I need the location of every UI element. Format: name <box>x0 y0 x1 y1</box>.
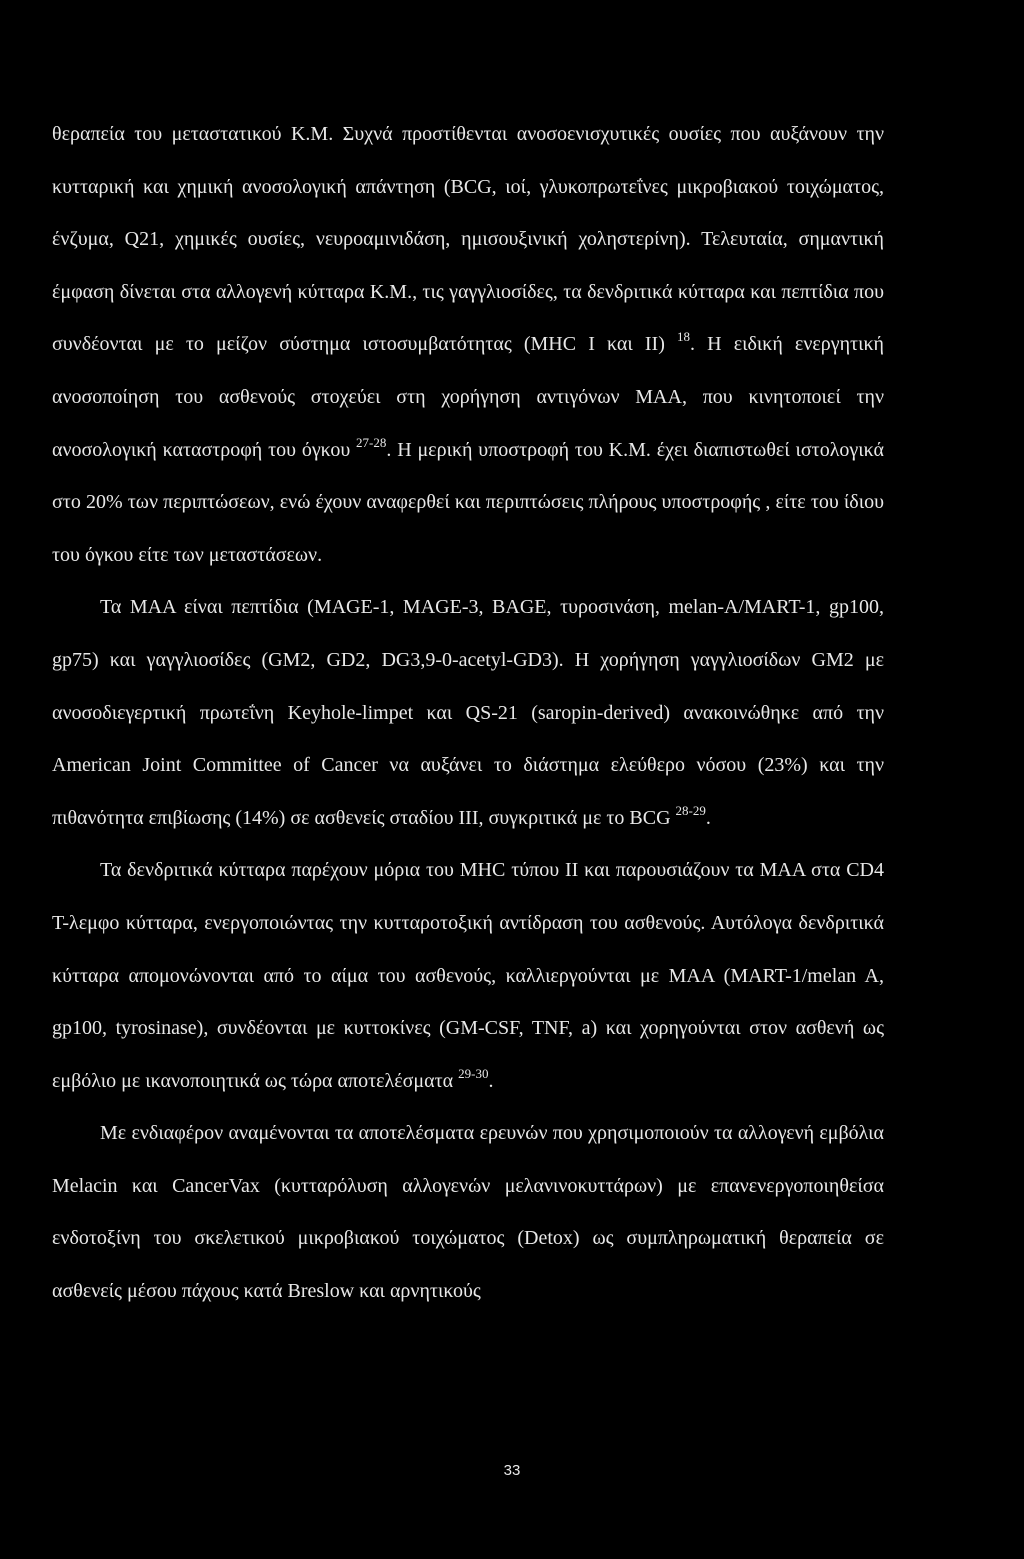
page-number: 33 <box>503 1462 521 1479</box>
paragraph-1 <box>52 108 884 581</box>
paragraph-1-text-a: θεραπεία του μεταστατικού Κ.Μ. Συχνά προστίθενται ανοσοενισχυτικές ουσίες που αυξάνουν την κυτταρική και χημική ανοσολογική απάντηση (BCG, ιοί, γλυκοπρωτεΐνες μικροβιακού τοιχώματος, ένζυμα, Q21, χημικές ουσίες, νευροαμινιδάση, ημισουξινική χοληστερίνη). Τελευταία, σημαντική έμφαση δίνεται στα αλλογενή κύτταρα Κ.Μ., τις γαγγλιοσίδες, τα δενδριτικά κύτταρα και πεπτίδια που συνδέονται με το μείζον σύστημα ιστοσυμβατότητας (ΜΗC Ι και ΙΙ) <box>52 123 884 356</box>
citation-ref-18: 18 <box>677 329 690 345</box>
paragraph-3 <box>52 844 884 1107</box>
paragraph-3-text-a: Τα δενδριτικά κύτταρα παρέχουν μόρια του MHC τύπου ΙΙ και παρουσιάζουν τα ΜΑΑ στα CD4 Τ-λεμφο κύτταρα, ενεργοποιώντας την κυτταροτοξική αντίδραση του ασθενούς. Αυτόλογα δενδριτικά κύτταρα απομονώνονται από το αίμα του ασθενούς, καλλιεργούνται με ΜΑΑ (MART-1/melan A, gp100, tyrosinase), συνδέονται με κυττοκίνες (GM-CSF, TNF, a) και χορηγούνται στον ασθενή ως εμβόλιο με ικανοποιητικά ως τώρα αποτελέσματα <box>52 859 884 1092</box>
citation-ref-29-30: 29-30 <box>458 1065 489 1081</box>
citation-ref-28-29: 28-29 <box>675 802 706 818</box>
paragraph-4 <box>52 1107 884 1317</box>
paragraph-2 <box>52 581 884 844</box>
paragraph-1-text-b: . Η ειδική ενεργητική ανοσοποίηση του ασθενούς στοχεύει στη χορήγηση αντιγόνων ΜΑΑ, που κινητοποιεί την ανοσολογική καταστροφή του όγκου <box>52 333 885 461</box>
paragraph-1-text-c: . Η μερική υποστροφή του Κ.Μ. έχει διαπιστωθεί ιστολογικά στο 20% των περιπτώσεων, ενώ έχουν αναφερθεί και περιπτώσεις πλήρους υποστροφής , είτε του ίδιου του όγκου είτε των μεταστάσεων. <box>52 438 884 566</box>
document-body <box>52 108 884 1318</box>
citation-ref-27-28: 27-28 <box>356 434 387 450</box>
paragraph-2-text-a: Τα ΜΑΑ είναι πεπτίδια (MAGE-1, MAGE-3, BAGE, τυροσινάση, melan-A/MART-1, gp100, gp75) και γαγγλιοσίδες (GM2, GD2, DG3,9-0-acetyl-GD3). Η χορήγηση γαγγλιοσίδων GM2 με ανοσοδιεγερτική πρωτεΐνη Keyhole-limpet και QS-21 (saropin-derived) ανακοινώθηκε από την American Joint Committee of Cancer να αυξάνει το διάστημα ελεύθερο νόσου (23%) και την πιθανότητα επιβίωσης (14%) σε ασθενείς σταδίου ΙΙΙ, συγκριτικά με το BCG <box>52 596 884 829</box>
paragraph-2-text-b: . <box>705 806 711 829</box>
paragraph-4-text-a: Με ενδιαφέρον αναμένονται τα αποτελέσματα ερευνών που χρησιμοποιούν τα αλλογενή εμβόλια Melacin και CancerVax (κυτταρόλυση αλλογενών μελανινοκυττάρων) με επανενεργοποιηθείσα ενδοτοξίνη του σκελετικού μικροβιακού τοιχώματος (Detox) ως συμπληρωματική θεραπεία σε ασθενείς μέσου πάχους κατά Breslow και αρνητικούς <box>52 1122 884 1303</box>
paragraph-3-text-b: . <box>488 1069 494 1092</box>
